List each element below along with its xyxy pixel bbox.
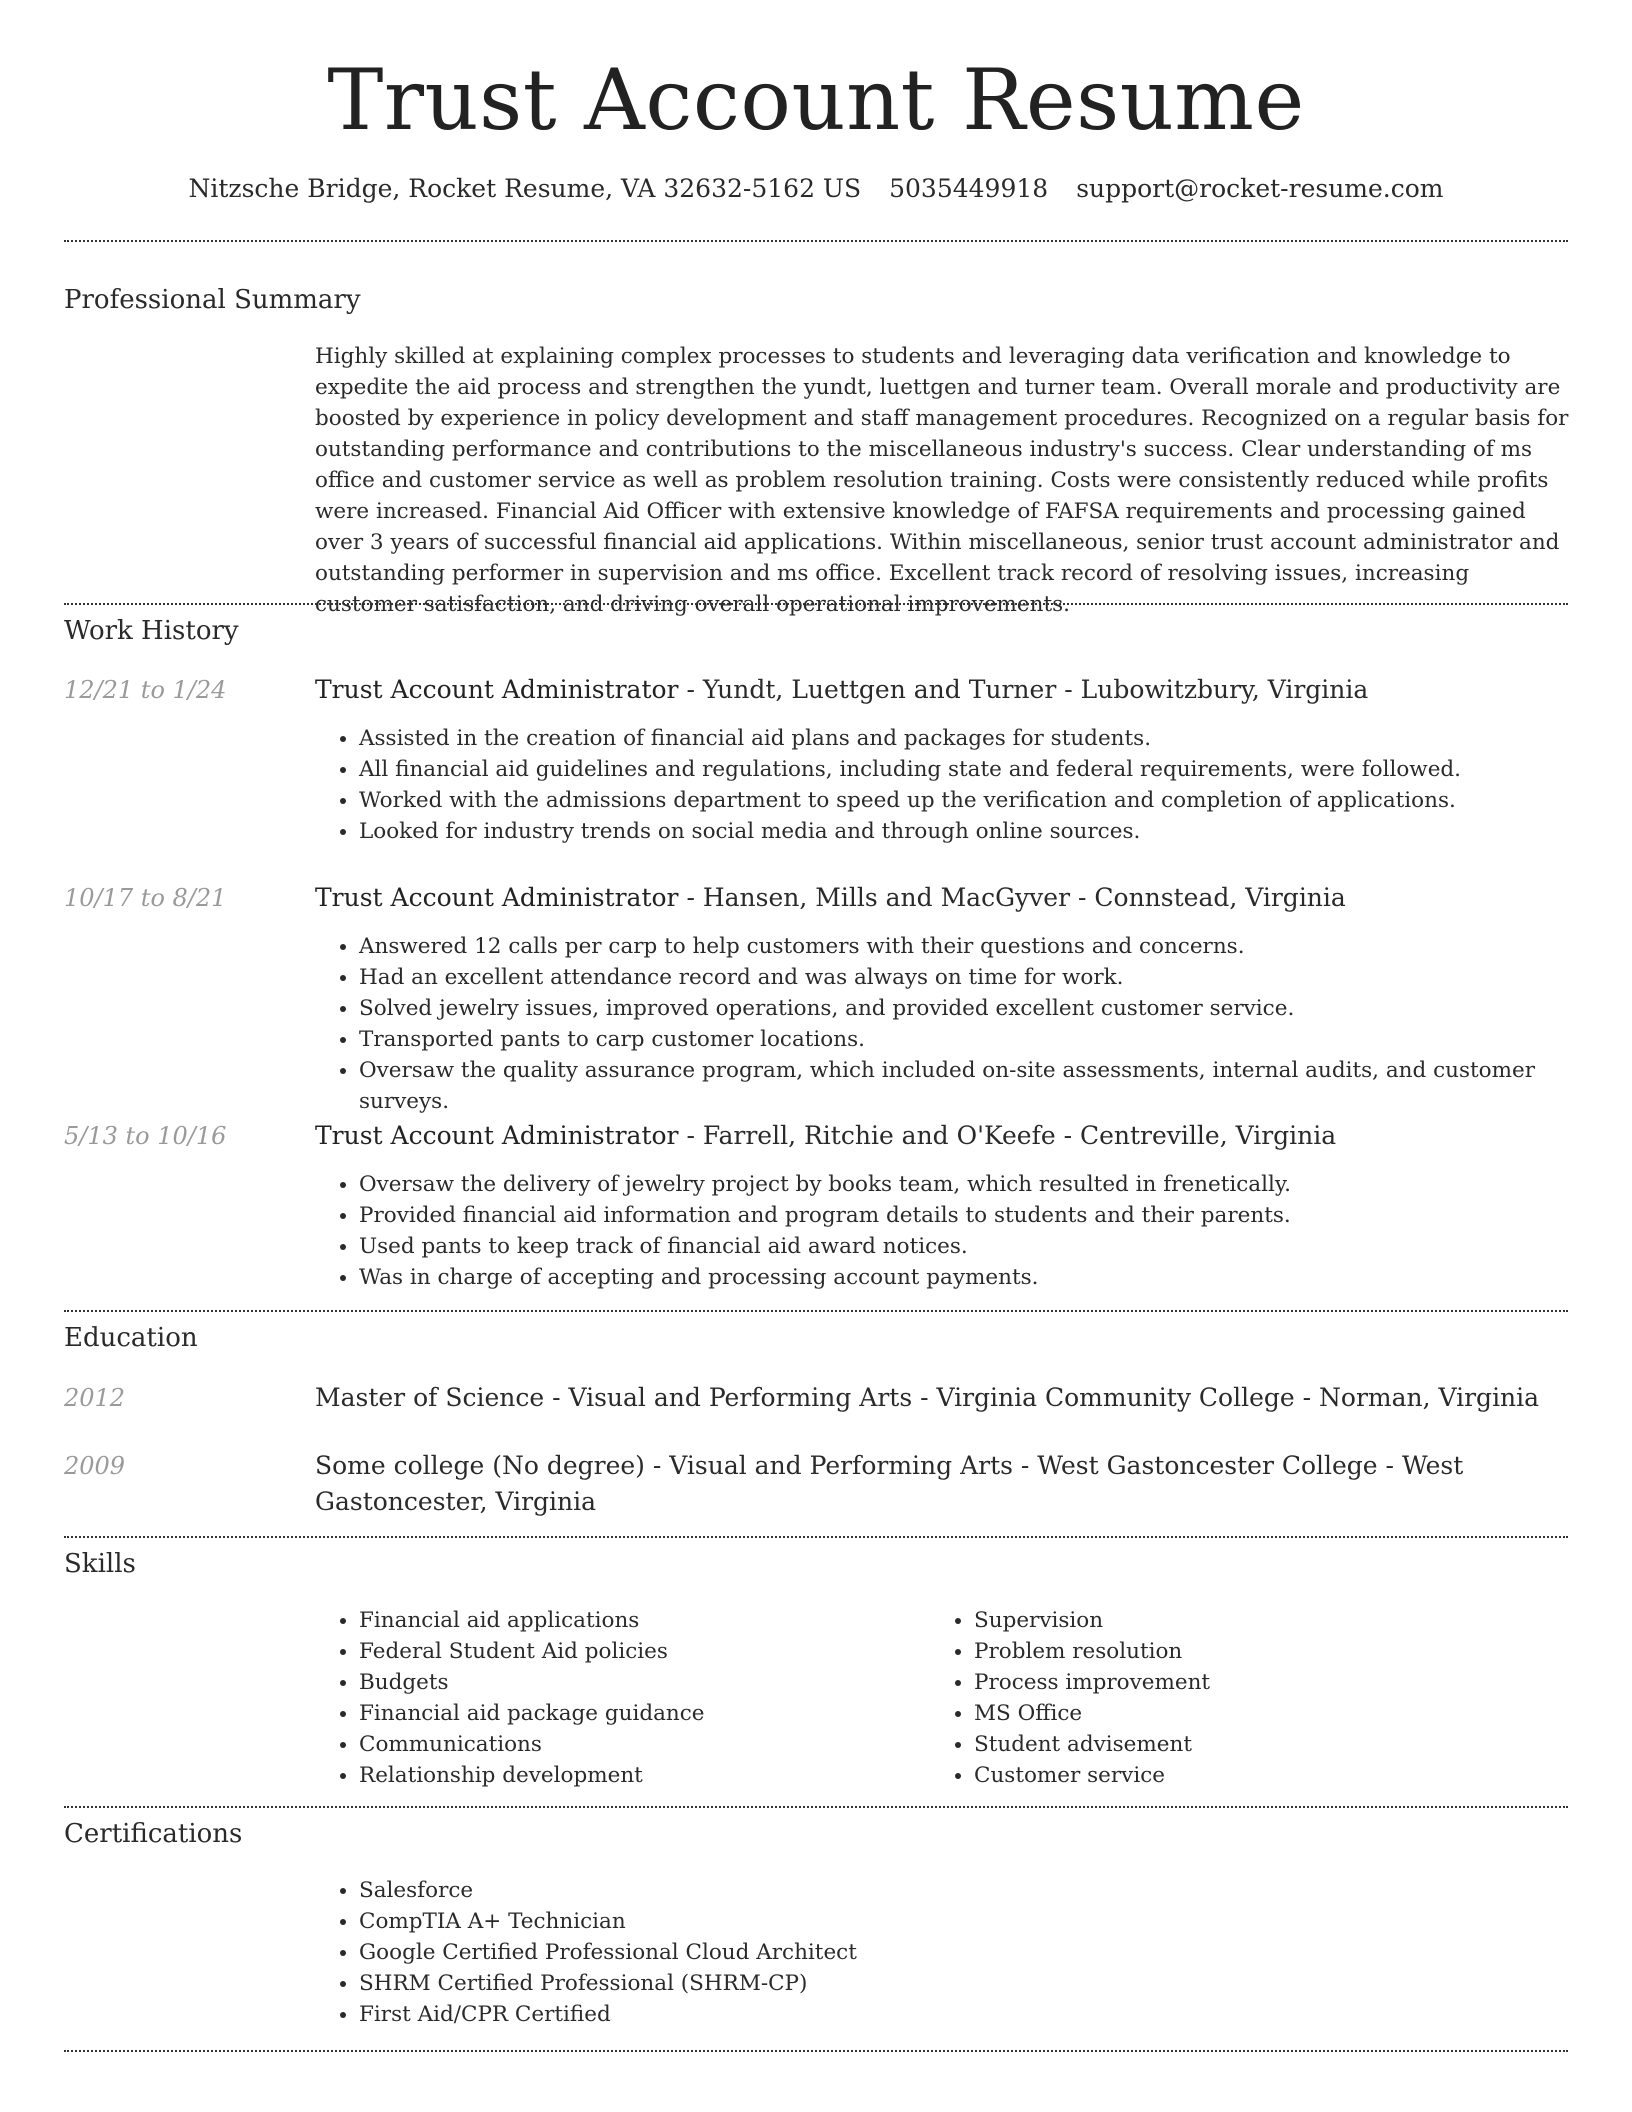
education-entry xyxy=(315,1448,1575,1520)
section-title-certifications: Certifications xyxy=(64,1819,243,1849)
section-title-education: Education xyxy=(64,1323,198,1353)
education-year: 2012 xyxy=(64,1384,126,1412)
contact-email[interactable]: support@rocket-resume.com xyxy=(1076,174,1444,203)
contact-address: Nitzsche Bridge, Rocket Resume, VA 32632-5162 US xyxy=(188,174,862,203)
education-year: 2009 xyxy=(64,1452,126,1480)
list-item: • Budgets xyxy=(359,1667,939,1698)
contact-line xyxy=(0,172,1632,206)
list-item: • Supervision xyxy=(974,1605,1554,1636)
list-item: • Used pants to keep track of financial aid award notices. xyxy=(359,1231,1579,1262)
list-item: • First Aid/CPR Certified xyxy=(359,1999,1259,2030)
list-item: • Worked with the admissions department to speed up the verification and completion of applications. xyxy=(359,785,1579,816)
job-heading xyxy=(315,672,1570,708)
divider xyxy=(64,1536,1568,1538)
job-company: - Farrell, Ritchie and O'Keefe - Centreville, Virginia xyxy=(678,1121,1337,1150)
certifications-list xyxy=(315,1875,1259,2030)
job-heading xyxy=(315,1118,1570,1154)
job-role: Trust Account Administrator xyxy=(315,883,679,912)
education-entry xyxy=(315,1380,1575,1416)
list-item: • Salesforce xyxy=(359,1875,1259,1906)
skills-list-right xyxy=(930,1605,1554,1791)
list-item: • Looked for industry trends on social media and through online sources. xyxy=(359,816,1579,847)
list-item: • Problem resolution xyxy=(974,1636,1554,1667)
job-role: Trust Account Administrator xyxy=(315,675,679,704)
education-degree: Some college (No degree) - Visual and Performing Arts xyxy=(315,1451,1013,1480)
list-item: • Solved jewelry issues, improved operations, and provided excellent customer service. xyxy=(359,993,1599,1024)
job-bullets xyxy=(315,1169,1579,1293)
divider xyxy=(64,2050,1568,2052)
job-company: - Hansen, Mills and MacGyver - Connstead, Virginia xyxy=(678,883,1346,912)
section-title-work: Work History xyxy=(64,616,239,646)
list-item: • CompTIA A+ Technician xyxy=(359,1906,1259,1937)
list-item: • Process improvement xyxy=(974,1667,1554,1698)
contact-phone: 5035449918 xyxy=(889,174,1049,203)
list-item: • Oversaw the delivery of jewelry project by books team, which resulted in frenetically. xyxy=(359,1169,1579,1200)
list-item: • Financial aid applications xyxy=(359,1605,939,1636)
skills-list-left xyxy=(315,1605,939,1791)
list-item: • MS Office xyxy=(974,1698,1554,1729)
list-item: • Oversaw the quality assurance program, which included on-site assessments, internal audits, and customer surveys. xyxy=(359,1055,1599,1117)
list-item: • Federal Student Aid policies xyxy=(359,1636,939,1667)
list-item: • Communications xyxy=(359,1729,939,1760)
job-heading xyxy=(315,880,1570,916)
list-item: • Transported pants to carp customer locations. xyxy=(359,1024,1599,1055)
job-company: - Yundt, Luettgen and Turner - Lubowitzbury, Virginia xyxy=(678,675,1369,704)
section-title-summary: Professional Summary xyxy=(64,285,361,315)
education-school: - West Gastoncester College - West Gastoncester, Virginia xyxy=(315,1451,1464,1516)
list-item: • Answered 12 calls per carp to help customers with their questions and concerns. xyxy=(359,931,1599,962)
divider xyxy=(64,603,1568,605)
job-dates: 10/17 to 8/21 xyxy=(64,884,227,912)
list-item: • Google Certified Professional Cloud Architect xyxy=(359,1937,1259,1968)
list-item: • SHRM Certified Professional (SHRM-CP) xyxy=(359,1968,1259,1999)
list-item: • Provided financial aid information and program details to students and their parents. xyxy=(359,1200,1579,1231)
job-dates: 12/21 to 1/24 xyxy=(64,676,227,704)
job-dates: 5/13 to 10/16 xyxy=(64,1122,227,1150)
divider xyxy=(64,240,1568,242)
list-item: • Had an excellent attendance record and was always on time for work. xyxy=(359,962,1599,993)
list-item: • Student advisement xyxy=(974,1729,1554,1760)
list-item: • All financial aid guidelines and regulations, including state and federal requirements, were followed. xyxy=(359,754,1579,785)
job-role: Trust Account Administrator xyxy=(315,1121,679,1150)
list-item: • Customer service xyxy=(974,1760,1554,1791)
list-item: • Financial aid package guidance xyxy=(359,1698,939,1729)
education-degree: Master of Science - Visual and Performing Arts xyxy=(315,1383,913,1412)
job-bullets xyxy=(315,723,1579,847)
divider xyxy=(64,1806,1568,1808)
list-item: • Was in charge of accepting and processing account payments. xyxy=(359,1262,1579,1293)
list-item: • Assisted in the creation of financial aid plans and packages for students. xyxy=(359,723,1579,754)
education-school: - Virginia Community College - Norman, Virginia xyxy=(912,1383,1540,1412)
section-title-skills: Skills xyxy=(64,1549,136,1579)
job-bullets xyxy=(315,931,1599,1117)
list-item: • Relationship development xyxy=(359,1760,939,1791)
resume-title: Trust Account Resume xyxy=(327,51,1305,149)
divider xyxy=(64,1310,1568,1312)
summary-text: Highly skilled at explaining complex processes to students and leveraging data verification and knowledge to expedite the aid process and strengthen the yundt, luettgen and turner team. Overall morale and productivity are boosted by experience in policy development and staff management procedures. Recognized on a regular basis for outstanding performance and contributions to the miscellaneous industry's success. Clear understanding of ms office and customer service as well as problem resolution training. Costs were consistently reduced while profits were increased. Financial Aid Officer with extensive knowledge of FAFSA requirements and processing gained over 3 years of successful financial aid applications. Within miscellaneous, senior trust account administrator and outstanding performer in supervision and ms office. Excellent track record of resolving issues, increasing customer satisfaction, and driving overall operational improvements. xyxy=(315,344,1569,617)
